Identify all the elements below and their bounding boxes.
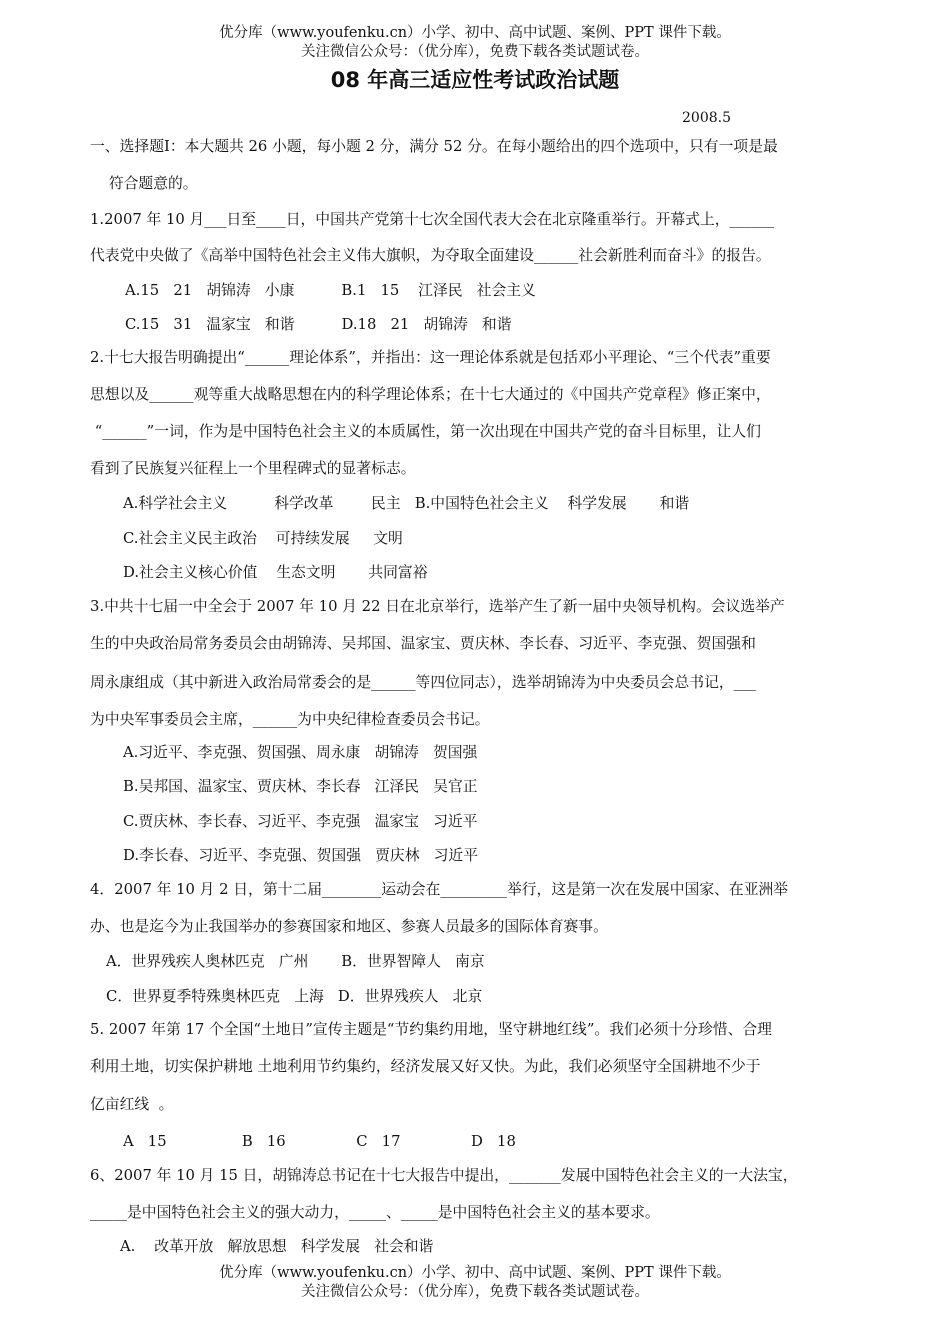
question-5-text-cont: 亿亩红线 。: [90, 1096, 174, 1113]
question-2-text: 2.十七大报告明确提出“______理论体系”，并指出：这一理论体系就是包括邓小平理论、“三个代表”重要: [90, 349, 771, 366]
question-2-option-c: C.社会主义民主政治 可持续发展 文明: [123, 530, 403, 547]
question-1-text-cont: 代表党中央做了《高举中国特色社会主义伟大旗帜，为夺取全面建设______社会新胜利而奋斗》的报告。: [90, 247, 771, 264]
question-2-option-d: D.社会主义核心价值 生态文明 共同富裕: [123, 564, 428, 581]
question-4-options-ab: A．世界残疾人奥林匹克 广州 B．世界智障人 南京: [106, 953, 485, 970]
question-1-options-ab: A.15 21 胡锦涛 小康 B.1 15 江泽民 社会主义: [125, 282, 536, 299]
question-3-text-cont: 周永康组成（其中新进入政治局常委会的是______等四位同志），选举胡锦涛为中央委员会总书记，___: [90, 674, 756, 691]
question-6-option-a: A. 改革开放 解放思想 科学发展 社会和谐: [120, 1238, 434, 1255]
question-1-options-cd: C.15 31 温家宝 和谐 D.18 21 胡锦涛 和谐: [125, 316, 512, 333]
page-header-line2: 关注微信公众号：（优分库），免费下载各类试题试卷。: [301, 44, 649, 60]
question-3-option-c: C.贾庆林、李长春、习近平、李克强 温家宝 习近平: [123, 813, 478, 830]
question-3-option-b: B.吴邦国、温家宝、贾庆林、李长春 江泽民 吴官正: [123, 778, 478, 795]
question-3-text: 3.中共十七届一中全会于 2007 年 10 月 22 日在北京举行，选举产生了新一届中央领导机构。会议选举产: [90, 598, 785, 615]
page-header-line1: 优分库（www.youfenku.cn）小学、初中、高中试题、案例、PPT 课件下载。: [219, 25, 731, 41]
question-3-text-cont: 为中央军事委员会主席，______为中央纪律检查委员会书记。: [90, 711, 490, 728]
question-3-option-a: A.习近平、李克强、贺国强、周永康 胡锦涛 贺国强: [123, 744, 478, 761]
question-2-text-cont: “______”一词，作为是中国特色社会主义的本质属性，第一次出现在中国共产党的奋斗目标里，让人们: [90, 423, 761, 440]
section-heading: 一、选择题Ⅰ：本大题共 26 小题，每小题 2 分，满分 52 分。在每小题给出的四个选项中，只有一项是最: [90, 138, 778, 155]
question-5-text-cont: 利用土地，切实保护耕地 土地利用节约集约，经济发展又好又快。为此，我们必须坚守全国耕地不少于: [90, 1058, 761, 1075]
question-4-options-cd: C．世界夏季特殊奥林匹克 上海 D．世界残疾人 北京: [106, 988, 483, 1005]
question-5-options: A 15 B 16 C 17 D 18: [123, 1133, 516, 1150]
question-3-text-cont: 生的中央政治局常务委员会由胡锦涛、吴邦国、温家宝、贾庆林、李长春、习近平、李克强、贺国强和: [90, 635, 756, 652]
question-2-text-cont: 看到了民族复兴征程上一个里程碑式的显著标志。: [90, 460, 416, 477]
document-date: 2008.5: [682, 110, 731, 126]
page-footer-line1: 优分库（www.youfenku.cn）小学、初中、高中试题、案例、PPT 课件下载。: [219, 1265, 731, 1281]
question-3-option-d: D.李长春、习近平、李克强、贺国强 贾庆林 习近平: [123, 847, 478, 864]
document-title: 08 年高三适应性考试政治试题: [330, 68, 620, 92]
question-4-text: 4．2007 年 10 月 2 日，第十二届________运动会在_________举行，这是第一次在发展中国家、在亚洲举: [90, 881, 789, 898]
question-5-text: 5. 2007 年第 17 个全国“土地日”宣传主题是“节约集约用地，坚守耕地红线”。我们必须十分珍惜、合理: [90, 1021, 772, 1038]
question-2-text-cont: 思想以及______观等重大战略思想在内的科学理论体系；在十七大通过的《中国共产党章程》修正案中，: [90, 386, 771, 403]
question-6-text-cont: _____是中国特色社会主义的强大动力，_____、_____是中国特色社会主义的基本要求。: [90, 1204, 660, 1221]
section-heading-cont: 符合题意的。: [90, 175, 198, 192]
page-footer-line2: 关注微信公众号：（优分库），免费下载各类试题试卷。: [301, 1284, 649, 1300]
question-2-options-ab: A.科学社会主义 科学改革 民主 B.中国特色社会主义 科学发展 和谐: [123, 495, 690, 512]
question-1-text: 1.2007 年 10 月___日至____日，中国共产党第十七次全国代表大会在北京隆重举行。开幕式上，______: [90, 211, 774, 228]
question-4-text-cont: 办、也是迄今为止我国举办的参赛国家和地区、参赛人员最多的国际体育赛事。: [90, 918, 608, 935]
question-6-text: 6、2007 年 10 月 15 日，胡锦涛总书记在十七大报告中提出，_______发展中国特色社会主义的一大法宝，: [90, 1167, 798, 1184]
